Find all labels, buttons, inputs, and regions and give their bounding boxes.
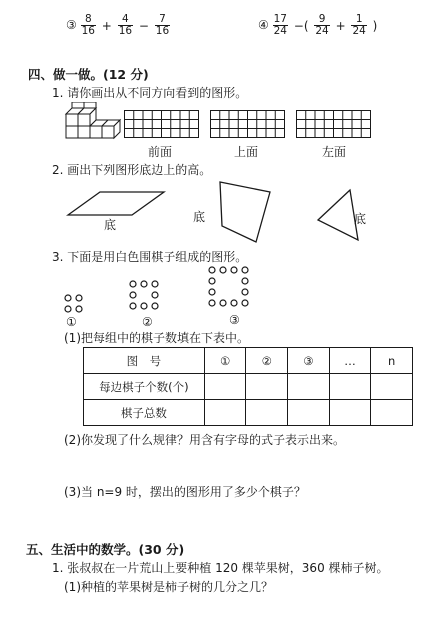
section-4-title: 四、做一做。(12 分)	[28, 67, 149, 82]
table-row	[84, 400, 413, 426]
figure-1	[65, 295, 82, 312]
question-4-1: 1. 请你画出从不同方向看到的图形。	[52, 86, 248, 100]
cube-stack-figure	[64, 102, 124, 142]
table-cell[interactable]	[246, 374, 288, 400]
parallelogram-shape	[68, 192, 164, 215]
question-5-1: 1. 张叔叔在一片荒山上要种植 120 棵苹果树，360 棵柿子树。	[52, 561, 389, 575]
triangle-shape	[318, 190, 358, 240]
fraction: $\frac{8}{16}$	[81, 13, 95, 37]
view-label-front: 前面	[148, 145, 173, 159]
sub-question-3: (3)当 n=9 时，摆出的图形用了多少个棋子？	[64, 485, 306, 499]
table-row-label: 棋子总数	[84, 400, 205, 426]
question-4-3: 3. 下面是用白色围棋子组成的图形。	[52, 250, 248, 264]
sub-question-1: (1)把每组中的棋子数填在下表中。	[64, 331, 249, 345]
view-label-left: 左面	[322, 145, 347, 159]
table-header-cell: 图 号	[84, 348, 205, 374]
table-row	[84, 374, 413, 400]
front-view-grid	[124, 110, 199, 138]
table-header-cell: ②	[246, 348, 288, 374]
figure-label-3: ③	[229, 313, 240, 327]
table-cell[interactable]	[329, 400, 371, 426]
table-cell[interactable]	[371, 400, 413, 426]
fraction: $\frac{9}{24}$	[315, 13, 329, 37]
base-label-quadrilateral: 底	[193, 210, 206, 224]
table-cell[interactable]	[246, 400, 288, 426]
section-5-title: 五、生活中的数学。(30 分)	[26, 542, 185, 557]
fraction: $\frac{4}{16}$	[118, 13, 133, 37]
base-label-triangle: 底	[354, 212, 367, 226]
table-header-cell: n	[371, 348, 413, 374]
table-header-cell: ①	[204, 348, 246, 374]
shapes-figure	[60, 180, 440, 250]
expr-3-label: ③	[66, 18, 77, 32]
table-header-row	[84, 348, 413, 374]
figure-label-2: ②	[142, 315, 153, 329]
question-5-1-sub-1: (1)种植的苹果树是柿子树的几分之几？	[64, 580, 273, 594]
fraction: $\frac{7}{16}$	[155, 13, 170, 37]
table-cell[interactable]	[371, 374, 413, 400]
fraction: $\frac{1}{24}$	[352, 13, 366, 37]
table-header-cell: …	[329, 348, 371, 374]
figure-label-1: ①	[66, 315, 77, 329]
expression-4: ④ $\frac{17}{24}$ −( $\frac{9}{24}$ + $\frac{1}{24}$ )	[258, 13, 378, 37]
expr-4-label: ④	[258, 18, 269, 32]
table-row-label: 每边棋子个数(个)	[84, 374, 205, 400]
left-view-grid	[296, 110, 371, 138]
view-label-top: 上面	[234, 145, 259, 159]
table-header-cell: ③	[288, 348, 330, 374]
go-stone-figures	[60, 264, 280, 322]
quadrilateral-shape	[220, 182, 270, 242]
view-grids	[124, 110, 444, 140]
stones-table	[83, 347, 413, 426]
expression-3: ③ $\frac{8}{16}$ + $\frac{4}{16}$ − $\frac{7}{16}$	[66, 13, 170, 37]
base-label-parallelogram: 底	[104, 218, 117, 232]
sub-question-2: (2)你发现了什么规律？用含有字母的式子表示出来。	[64, 433, 346, 447]
table-cell[interactable]	[329, 374, 371, 400]
figure-3	[209, 267, 248, 306]
table-cell[interactable]	[288, 374, 330, 400]
table-cell[interactable]	[204, 374, 246, 400]
fraction: $\frac{17}{24}$	[273, 13, 287, 37]
figure-2	[130, 281, 158, 309]
table-cell[interactable]	[288, 400, 330, 426]
top-view-grid	[210, 110, 285, 138]
table-cell[interactable]	[204, 400, 246, 426]
question-4-2: 2. 画出下列图形底边上的高。	[52, 163, 212, 177]
